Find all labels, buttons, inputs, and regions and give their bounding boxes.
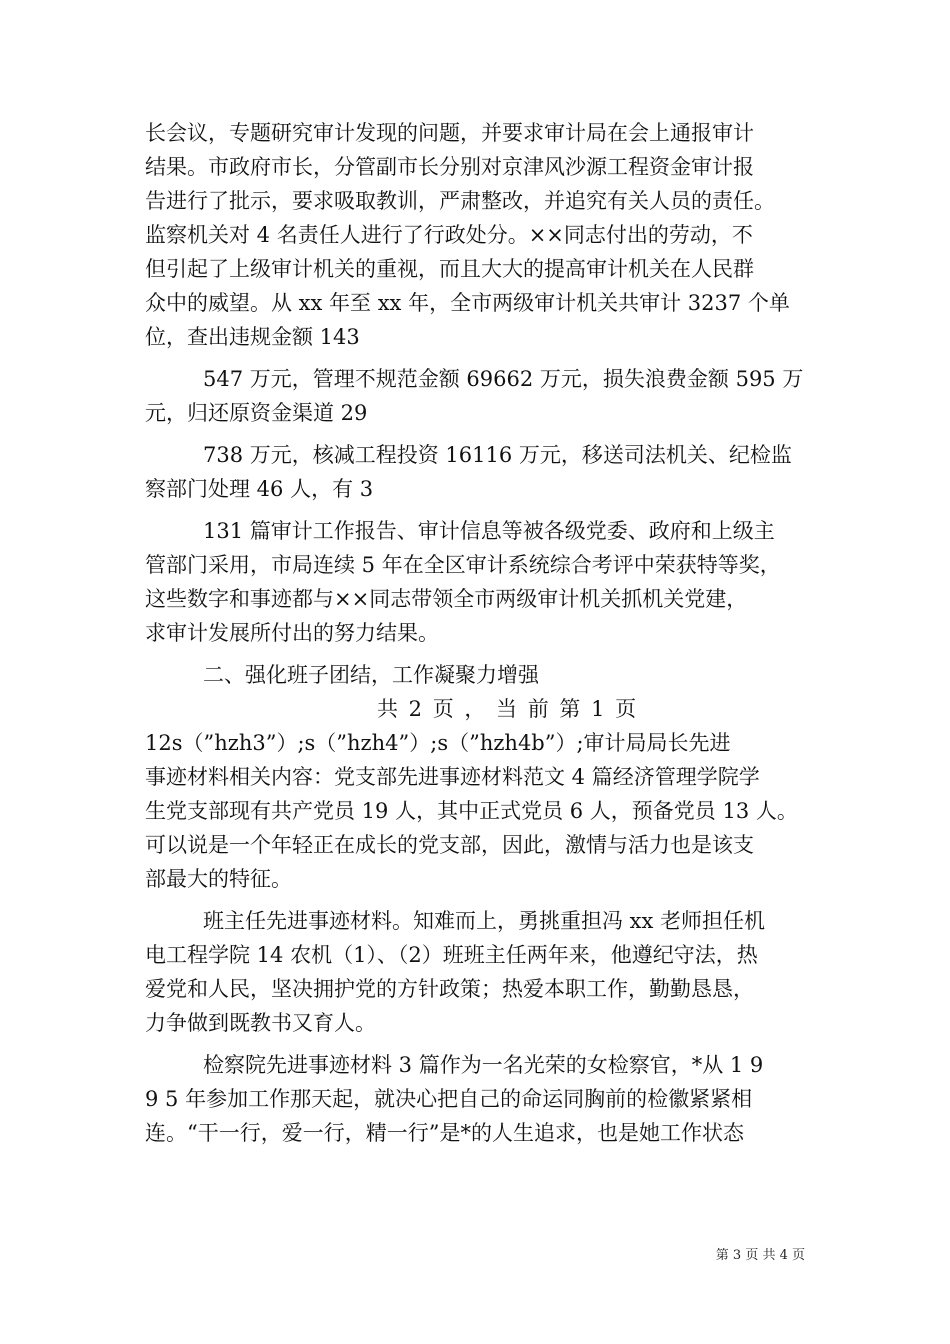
text-line: 这些数字和事迹都与××同志带领全市两级审计机关抓机关党建， — [145, 587, 748, 611]
text-line: 察部门处理 46 人，有 3 — [145, 477, 374, 501]
text-line: 监察机关对 4 名责任人进行了行政处分。××同志付出的劳动，不 — [145, 223, 753, 247]
text-line: 众中的威望。从 xx 年至 xx 年，全市两级审计机关共审计 3237 个单 — [145, 291, 790, 315]
text-line: 力争做到既教书又育人。 — [145, 1011, 376, 1035]
text-line: 9 5 年参加工作那天起，就决心把自己的命运同胸前的检徽紧紧相 — [145, 1087, 753, 1111]
text-line: 位，查出违规金额 143 — [145, 325, 360, 349]
text-line: 131 篇审计工作报告、审计信息等被各级党委、政府和上级主 — [203, 519, 775, 543]
text-line: 长会议，专题研究审计发现的问题，并要求审计局在会上通报审计 — [145, 121, 754, 145]
text-line: 738 万元，核减工程投资 16116 万元，移送司法机关、纪检监 — [203, 443, 792, 467]
text-line: 管部门采用，市局连续 5 年在全区审计系统综合考评中荣获特等奖， — [145, 553, 781, 577]
text-line: 检察院先进事迹材料 3 篇作为一名光荣的女检察官，*从 1 9 — [203, 1053, 764, 1077]
text-line: 可以说是一个年轻正在成长的党支部，因此，激情与活力也是该支 — [145, 833, 754, 857]
text-line: 部最大的特征。 — [145, 867, 292, 891]
section-heading: 二、强化班子团结，工作凝聚力增强 — [203, 663, 539, 687]
text-line: 连。“干一行，爱一行，精一行”是*的人生追求，也是她工作状态 — [145, 1121, 744, 1145]
text-line: 生党支部现有共产党员 19 人，其中正式党员 6 人，预备党员 13 人。 — [145, 799, 798, 823]
document-body — [145, 116, 813, 1150]
text-line: 但引起了上级审计机关的重视，而且大大的提高审计机关在人民群 — [145, 257, 754, 281]
text-line: 事迹材料相关内容：党支部先进事迹材料范文 4 篇经济管理学院学 — [145, 765, 760, 789]
text-line: 求审计发展所付出的努力结果。 — [145, 621, 439, 645]
text-line: 结果。市政府市长，分管副市长分别对京津风沙源工程资金审计报 — [145, 155, 754, 179]
text-line: 12s（”hzh3”）;s（”hzh4”）;s（”hzh4b”）;审计局局长先进 — [145, 731, 731, 755]
page-number-label: 第 3 页 共 4 页 — [715, 1248, 805, 1263]
text-line: 班主任先进事迹材料。知难而上，勇挑重担冯 xx 老师担任机 — [203, 909, 766, 933]
text-line: 547 万元，管理不规范金额 69662 万元，损失浪费金额 595 万 — [203, 367, 804, 391]
text-line: 告进行了批示，要求吸取教训，严肃整改，并追究有关人员的责任。 — [145, 189, 775, 213]
text-line: 电工程学院 14 农机（1）、（2）班班主任两年来，他遵纪守法，热 — [145, 943, 758, 967]
text-line: 元，归还原资金渠道 29 — [145, 401, 368, 425]
text-line: 爱党和人民，坚决拥护党的方针政策；热爱本职工作，勤勤恳恳， — [145, 977, 754, 1001]
page-footer — [716, 1248, 805, 1264]
page-count-text: 共 2 页 ， 当 前 第 1 页 — [377, 697, 639, 721]
